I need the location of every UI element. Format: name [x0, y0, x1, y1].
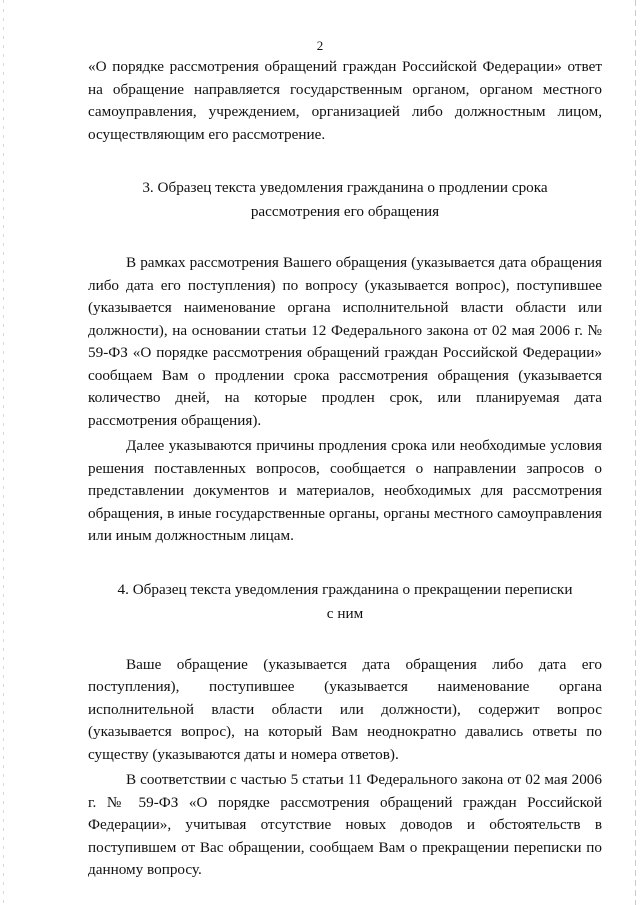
- section-3-paragraph-2: Далее указываются причины продления срока или необходимые условия решения поставленных вопросов, сообщается о направлении запросов о представлении документов и материалов, необходимых для рассмотрения обращения, в иные государственные органы, органы местного самоуправления или иным должностным лицам.: [88, 437, 602, 544]
- scan-edge-right: [635, 0, 636, 905]
- section-4-paragraph-2: В соответствии с частью 5 статьи 11 Федерального закона от 02 мая 2006 г. № 59-ФЗ «О порядке рассмотрения обращений граждан Российской Федерации», учитывая отсутствие новых доводов и обстоятельств в поступившем от Вас обращении, сообщаем Вам о прекращении переписки по данному вопросу.: [88, 771, 602, 878]
- page-number: 2: [316, 38, 324, 53]
- section-3-paragraph-1: В рамках рассмотрения Вашего обращения (указывается дата обращения либо дата его поступления) по вопросу (указывается вопрос), поступившее (указывается наименование органа исполнительной власти области или должности), на основании статьи 12 Федерального закона от 02 мая 2006 г. № 59-ФЗ «О порядке рассмотрения обращений граждан Российской Федерации» сообщаем Вам о продлении срока рассмотрения обращения (указывается количество дней, на которые продлен срок, или планируемая дата рассмотрения обращения).: [88, 254, 602, 429]
- scan-edge-left: [3, 0, 4, 905]
- intro-paragraph: «О порядке рассмотрения обращений граждан Российской Федерации» ответ на обращение направляется государственным органом, органом местного самоуправления, учреждением, организацией либо должностным лицом, осуществляющим его рассмотрение.: [88, 58, 602, 143]
- document-body: [88, 56, 602, 882]
- section-3-heading-line-1: 3. Образец текста уведомления гражданина о продлении срока: [142, 179, 548, 196]
- section-4-heading-line-2: с ним: [326, 604, 364, 622]
- section-3-heading: [88, 176, 602, 224]
- section-4-heading: [88, 578, 602, 626]
- section-4-heading-line-1: 4. Образец текста уведомления гражданина о прекращении переписки: [117, 580, 573, 598]
- section-4-paragraph-1: Ваше обращение (указывается дата обращения либо дата его поступления), поступившее (указывается наименование органа исполнительной власти области или должности), содержит вопрос (указывается вопрос), на который Вам неоднократно давались ответы по существу (указываются даты и номера ответов).: [88, 655, 602, 763]
- section-3-heading-line-2: рассмотрения его обращения: [250, 203, 440, 220]
